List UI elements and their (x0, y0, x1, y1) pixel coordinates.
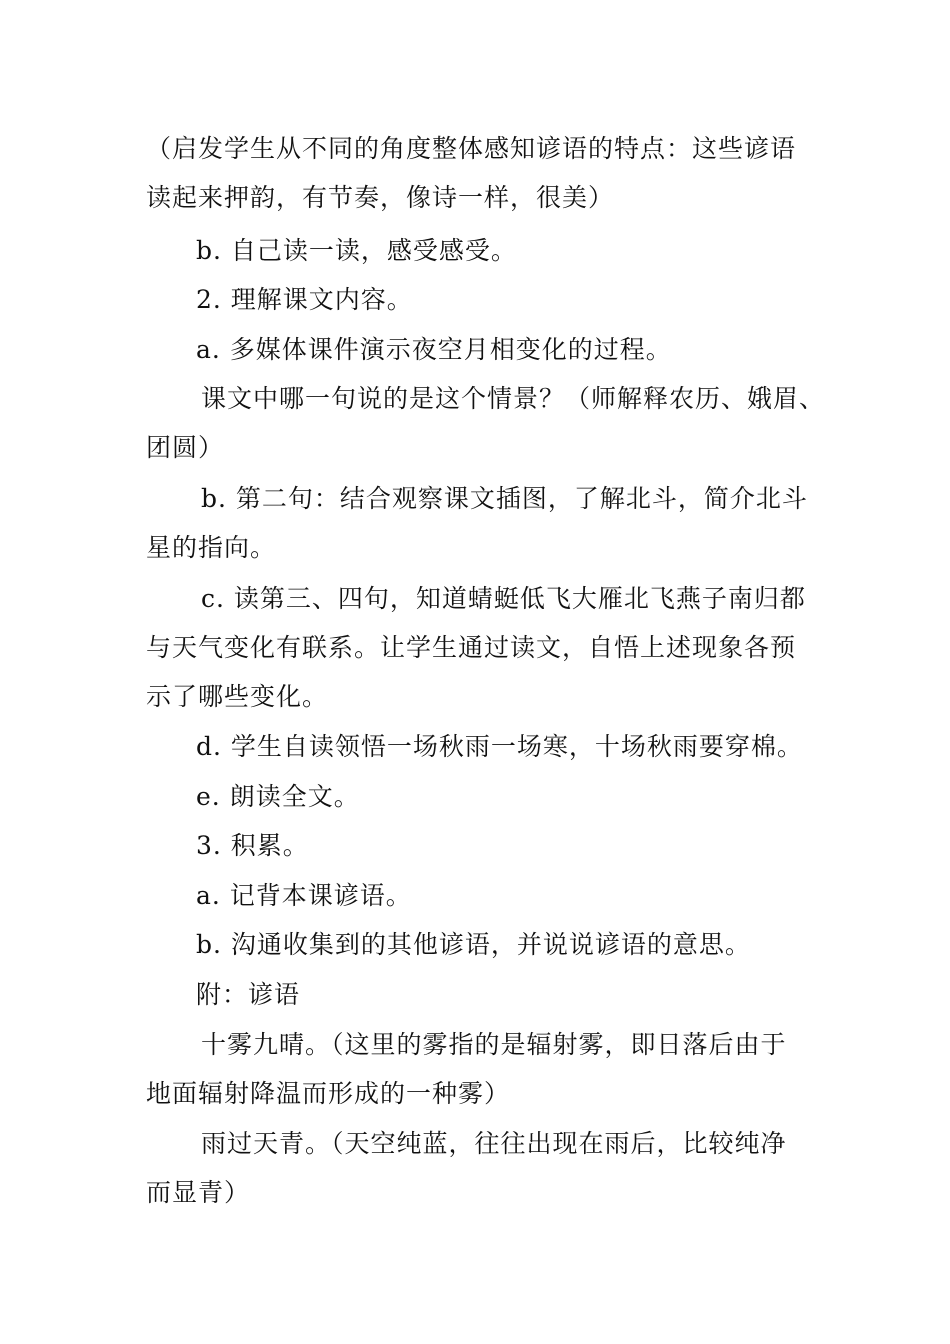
paragraph-a-multimedia (146, 325, 810, 374)
paragraph-b-read-yourself (146, 226, 810, 275)
paragraph-proverb-fog (146, 1020, 810, 1118)
paragraph-3-accumulate (146, 821, 810, 870)
text-line: a. 多媒体课件演示夜空月相变化的过程。 (196, 335, 672, 364)
text-line: 读起来押韵，有节奏，像诗一样，很美） (146, 183, 615, 212)
text-line: 3. 积累。 (196, 831, 309, 860)
text-line: 团圆） (146, 433, 225, 462)
paragraph-2-understand-text (146, 275, 810, 324)
paragraph-e-read-all (146, 772, 810, 821)
text-line: 与天气变化有联系。让学生通过读文，自悟上述现象各预 (146, 633, 797, 662)
paragraph-appendix-heading (146, 970, 810, 1019)
text-line: 附：谚语 (196, 980, 301, 1009)
text-line: e. 朗读全文。 (196, 782, 360, 811)
text-line: 十雾九晴。（这里的雾指的是辐射雾，即日落后由于 (201, 1030, 787, 1059)
text-line: （启发学生从不同的角度整体感知谚语的特点：这些谚语 (146, 134, 797, 163)
text-line: 示了哪些变化。 (146, 682, 329, 711)
paragraph-a-memorize (146, 871, 810, 920)
text-line: 而显青） (146, 1178, 251, 1207)
paragraph-which-sentence (146, 374, 826, 472)
text-line: 星的指向。 (146, 533, 277, 562)
text-line: b. 沟通收集到的其他谚语，并说说谚语的意思。 (196, 930, 751, 959)
text-line: b. 自己读一读，感受感受。 (196, 236, 517, 265)
paragraph-b-share-proverbs (146, 920, 810, 969)
text-line: d. 学生自读领悟一场秋雨一场寒，十场秋雨要穿棉。 (196, 732, 803, 761)
paragraph-d-self-read (146, 722, 810, 771)
text-line: c. 读第三、四句，知道蜻蜓低飞大雁北飞燕子南归都 (201, 584, 806, 613)
text-line: 地面辐射降温而形成的一种雾） (146, 1079, 511, 1108)
paragraph-intro-note (146, 124, 810, 222)
text-line: 雨过天青。（天空纯蓝，往往出现在雨后，比较纯净 (201, 1129, 787, 1158)
paragraph-proverb-rain (146, 1119, 810, 1217)
text-line: 课文中哪一句说的是这个情景？（师解释农历、娥眉、 (201, 384, 826, 413)
text-line: 2. 理解课文内容。 (196, 285, 413, 314)
paragraph-b-second-sentence (146, 474, 810, 572)
text-line: a. 记背本课谚语。 (196, 881, 412, 910)
text-line: b. 第二句：结合观察课文插图，了解北斗，简介北斗 (201, 484, 808, 513)
paragraph-c-third-fourth (146, 574, 810, 721)
